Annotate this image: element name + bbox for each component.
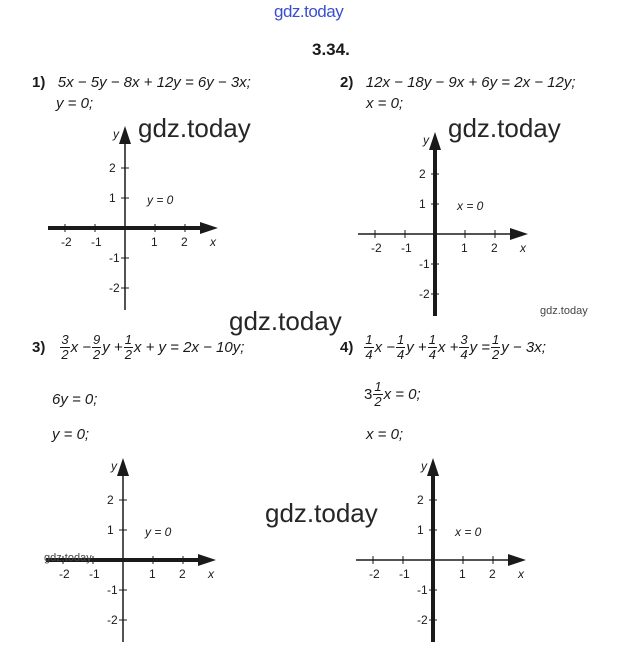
y-tick-label: -2 [109,281,120,295]
y-tick-label: -1 [107,583,118,597]
fraction: $\frac{3}{4}$ [460,332,468,362]
part-1-equation: 5x − 5y − 8x + 12y = 6y − 3x; [57,74,251,91]
part-2-result: x = 0; [366,95,404,112]
y-tick-label: 1 [109,191,116,205]
y-axis-arrow [119,126,131,144]
graph-1 [40,120,230,320]
problem-number: 3.34. [312,40,350,59]
x-tick-label: 1 [461,241,468,255]
x-tick-label: -2 [61,235,72,249]
y-tick-label: 1 [107,523,114,537]
y-axis-arrow [427,458,439,476]
top-watermark: gdz.today [274,2,344,21]
watermark: gdz.today [229,306,342,336]
x-axis-name: x [210,235,216,249]
part-1-number: 1) [32,74,46,91]
part-2-equation-line [340,74,576,92]
part-4-equation: 4) $\frac{1}{4}$ x − $\frac{1}{4}$ y + $\frac{1}{4}$ x + $\frac{3}{4}$ y = $\frac{1}{2}$ y − 3x; [340,332,546,362]
x-axis-arrow [198,554,216,566]
watermark: gdz.today [540,305,588,317]
part-1-equation-line [32,74,251,92]
fraction: $\frac{3}{2}$ [61,332,69,362]
fraction: $\frac{1}{4}$ [428,332,436,362]
watermark: gdz.today [44,552,92,564]
y-tick-label: -1 [419,257,430,271]
x-tick-label: -2 [371,241,382,255]
y-tick-label: 2 [419,167,426,181]
fraction: $\frac{9}{2}$ [93,332,101,362]
y-tick-label: 1 [419,197,426,211]
y-axis-arrow [117,458,129,476]
part-4-step: 3 $\frac{1}{2}$ x = 0; [364,379,421,409]
line-label: y = 0 [145,525,172,539]
x-tick-label: -1 [399,567,410,581]
fraction: $\frac{1}{4}$ [397,332,405,362]
y-tick-label: -1 [109,251,120,265]
x-tick-label: 1 [149,567,156,581]
y-axis-name: y [423,133,429,147]
part-1-result: y = 0; [56,95,94,112]
fraction: $\frac{1}{2}$ [374,379,382,409]
x-axis-arrow [200,222,218,234]
y-tick-label: 1 [417,523,424,537]
x-tick-label: 2 [179,567,186,581]
x-tick-label: -1 [401,241,412,255]
part-3-number: 3) [32,339,46,356]
part-3-step: 6y = 0; [52,391,98,408]
y-axis-arrow [429,132,441,150]
part-3-equation: 3) $\frac{3}{2}$ x − $\frac{9}{2}$ y + $\frac{1}{2}$ x + y = 2x − 10y; [32,332,245,362]
y-tick-label: 2 [109,161,116,175]
y-tick-label: 2 [417,493,424,507]
y-tick-label: -2 [417,613,428,627]
watermark: gdz.today [265,498,378,528]
x-axis-name: x [518,567,524,581]
x-axis-arrow [510,228,528,240]
graph-4 [348,452,538,652]
x-tick-label: -2 [369,567,380,581]
fraction: $\frac{1}{2}$ [492,332,500,362]
part-2-equation: 12x − 18y − 9x + 6y = 2x − 12y; [365,74,576,91]
x-tick-label: -1 [91,235,102,249]
x-tick-label: 1 [151,235,158,249]
x-tick-label: 2 [489,567,496,581]
watermark: gdz.today [448,113,561,143]
x-tick-label: -2 [59,567,70,581]
y-tick-label: -1 [417,583,428,597]
y-axis-name: y [113,127,119,141]
fraction: $\frac{1}{4}$ [365,332,373,362]
x-axis-arrow [508,554,526,566]
fraction: $\frac{1}{2}$ [124,332,132,362]
x-tick-label: 2 [491,241,498,255]
line-label: x = 0 [457,199,484,213]
x-axis-name: x [520,241,526,255]
part-2-number: 2) [340,74,354,91]
x-tick-label: -1 [89,567,100,581]
part-4-number: 4) [340,339,354,356]
y-tick-label: 2 [107,493,114,507]
graph-2 [350,126,540,326]
part-4-result: x = 0; [366,426,404,443]
line-label: y = 0 [147,193,174,207]
x-tick-label: 1 [459,567,466,581]
watermark: gdz.today [138,113,251,143]
y-tick-label: -2 [107,613,118,627]
x-axis-name: x [208,567,214,581]
line-label: x = 0 [455,525,482,539]
part-3-result: y = 0; [52,426,90,443]
y-axis-name: y [111,459,117,473]
x-tick-label: 2 [181,235,188,249]
y-axis-name: y [421,459,427,473]
y-tick-label: -2 [419,287,430,301]
